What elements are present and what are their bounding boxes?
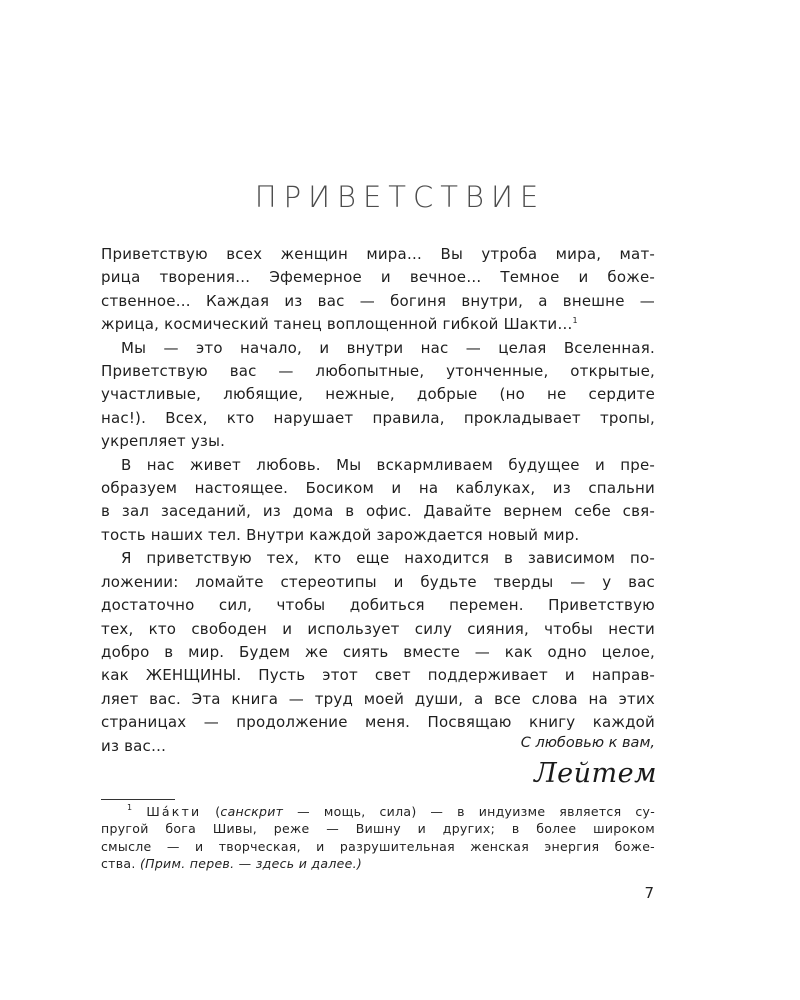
text-line: В нас живет любовь. Мы вскармливаем будущее и пре- [121, 455, 655, 474]
text-line: Мы — это начало, и внутри нас — целая Вселенная. [121, 338, 655, 357]
text-line-with-footnote [101, 313, 655, 336]
text-line: Я приветствую тех, кто еще находится в зависимом по- [121, 549, 655, 568]
chapter-title: ПРИВЕТСТВИЕ [254, 180, 546, 214]
text-line: Приветствую вас — любопытные, утонченные, открытые, [101, 362, 655, 381]
closing-line: С любовью к вам, [520, 735, 655, 751]
text-line: как ЖЕНЩИНЫ. Пусть этот свет поддерживает и направ- [101, 666, 655, 685]
author-signature: Лейтем [534, 758, 657, 789]
text-line: укрепляет узы. [101, 432, 226, 451]
text-line: страницах — продолжение меня. Посвящаю книгу каждой [101, 713, 655, 732]
footnote [101, 803, 655, 872]
text-line: рица творения… Эфемерное и вечное… Темное и боже- [101, 268, 655, 287]
paragraph-3 [101, 454, 655, 548]
text-line: ляет вас. Эта книга — труд моей души, а все слова на этих [101, 689, 655, 708]
text-line: тех, кто свободен и использует силу сияния, чтобы нести [101, 619, 655, 638]
footnote-divider [101, 799, 175, 800]
footnote-text: ( [201, 804, 221, 819]
footnote-reference[interactable]: 1 [572, 316, 578, 326]
footnote-line [101, 855, 655, 872]
text-line: тость наших тел. Внутри каждой зарождается новый мир. [101, 525, 580, 544]
footnote-source: санскрит [220, 804, 284, 819]
footnote-text: — мощь, сила) — в индуизме является су- [283, 804, 656, 819]
footnote-line: пругой бога Шивы, реже — Вишну и других; в более широком [101, 821, 655, 837]
footnote-term: Шáкти [146, 804, 202, 819]
text-line: ложении: ломайте стереотипы и будьте тверды — у вас [101, 572, 655, 591]
text-line: из вас… [101, 736, 167, 755]
footnote-marker: 1 [127, 803, 133, 812]
text-line: добро в мир. Будем же сиять вместе — как одно целое, [101, 642, 655, 661]
text-line: в зал заседаний, из дома в офис. Давайте вернем себе свя- [101, 502, 655, 521]
text-line: Приветствую всех женщин мира… Вы утроба мира, мат- [101, 245, 655, 263]
text-line: образуем настоящее. Босиком и на каблуках, из спальни [101, 479, 655, 498]
text-line: участливые, любящие, нежные, добрые (но не сердите [101, 385, 655, 404]
footnote-line [101, 803, 655, 820]
paragraph-2 [101, 337, 655, 454]
footnote-text: ства. [101, 855, 140, 871]
text-line: нас!). Всех, кто нарушает правила, прокладывает тропы, [101, 408, 655, 427]
text-line: жрица, космический танец воплощенной гибкой Шакти… [101, 315, 573, 334]
paragraph-1 [101, 243, 655, 337]
text-line: ственное… Каждая из вас — богиня внутри, а внешне — [101, 291, 655, 310]
text-line: достаточно сил, чтобы добиться перемен. Приветствую [101, 596, 655, 615]
paragraph-4 [101, 547, 655, 758]
body-text [101, 243, 655, 758]
translator-note: (Прим. перев. — здесь и далее.) [139, 855, 363, 871]
footnote-line: смысле — и творческая, и разрушительная женская энергия боже- [101, 838, 655, 854]
page-number: 7 [644, 884, 654, 902]
